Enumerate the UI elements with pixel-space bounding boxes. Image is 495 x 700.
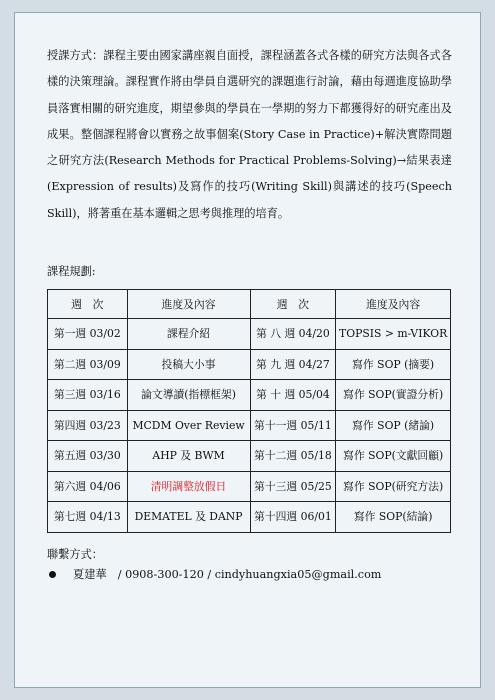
- contact-text: 夏建華 / 0908-300-120 / cindyhuangxia05@gmail.com: [73, 568, 382, 581]
- week-cell: 第四週 03/23: [48, 410, 128, 441]
- course-description: 授課方式：課程主要由國家講座親自面授，課程涵蓋各式各樣的研究方法與各式各樣的決策理論。課程實作將由學員自選研究的課題進行討論，藉由每週進度協助學員落實相關的研究進度，期望參與的學員在一學期的努力下都獲得好的研究產出及成果。整個課程將會以實務之故事個案(Story Case in Practice)+解決實際問題之研究方法(Research Methods for Practical Problems-Solving)→結果表達(Expression of results)及寫作的技巧(Writing Skill)與講述的技巧(Speech Skill)，將著重在基本邏輯之思考與推理的培育。: [47, 49, 452, 220]
- header-week: 週 次: [48, 290, 128, 319]
- table-row: [48, 502, 451, 533]
- content-cell: TOPSIS > m-VIKOR: [336, 319, 451, 350]
- content-cell: 寫作 SOP (摘要): [336, 349, 451, 380]
- week-cell: 第六週 04/06: [48, 471, 128, 502]
- week-cell: 第三週 03/16: [48, 380, 128, 411]
- week-cell: 第十一週 05/11: [250, 410, 336, 441]
- schedule-table: [47, 289, 451, 533]
- content-cell: 論文導讀(指標框架): [127, 380, 250, 411]
- header-content: 進度及內容: [336, 290, 451, 319]
- contact-heading: 聯繫方式：: [47, 548, 103, 561]
- week-cell: 第 十 週 05/04: [250, 380, 336, 411]
- holiday-cell: 清明調整放假日: [127, 471, 250, 502]
- week-cell: 第一週 03/02: [48, 319, 128, 350]
- table-row: [48, 441, 451, 472]
- header-week: 週 次: [250, 290, 336, 319]
- table-row: [48, 349, 451, 380]
- table-row: [48, 319, 451, 350]
- table-row: [48, 410, 451, 441]
- table-header-row: [48, 290, 451, 319]
- course-plan-heading: 課程規劃:: [47, 265, 96, 278]
- content-cell: AHP 及 BWM: [127, 441, 250, 472]
- content-cell: 寫作 SOP(結論): [336, 502, 451, 533]
- week-cell: 第二週 03/09: [48, 349, 128, 380]
- week-cell: 第 九 週 04/27: [250, 349, 336, 380]
- content-cell: 寫作 SOP(研究方法): [336, 471, 451, 502]
- header-content: 進度及內容: [127, 290, 250, 319]
- content-cell: DEMATEL 及 DANP: [127, 502, 250, 533]
- week-cell: 第十二週 05/18: [250, 441, 336, 472]
- table-row: [48, 380, 451, 411]
- content-cell: 寫作 SOP (緒論): [336, 410, 451, 441]
- bullet-icon: [49, 571, 56, 578]
- content-cell: 寫作 SOP(文獻回顧): [336, 441, 451, 472]
- content-cell: 寫作 SOP(實證分析): [336, 380, 451, 411]
- content-cell: MCDM Over Review: [127, 410, 250, 441]
- content-cell: 課程介紹: [127, 319, 250, 350]
- week-cell: 第七週 04/13: [48, 502, 128, 533]
- document-page: [14, 12, 481, 688]
- week-cell: 第 八 週 04/20: [250, 319, 336, 350]
- week-cell: 第十四週 06/01: [250, 502, 336, 533]
- week-cell: 第五週 03/30: [48, 441, 128, 472]
- week-cell: 第十三週 05/25: [250, 471, 336, 502]
- table-row: [48, 471, 451, 502]
- content-cell: 投稿大小事: [127, 349, 250, 380]
- contact-item: [49, 566, 381, 582]
